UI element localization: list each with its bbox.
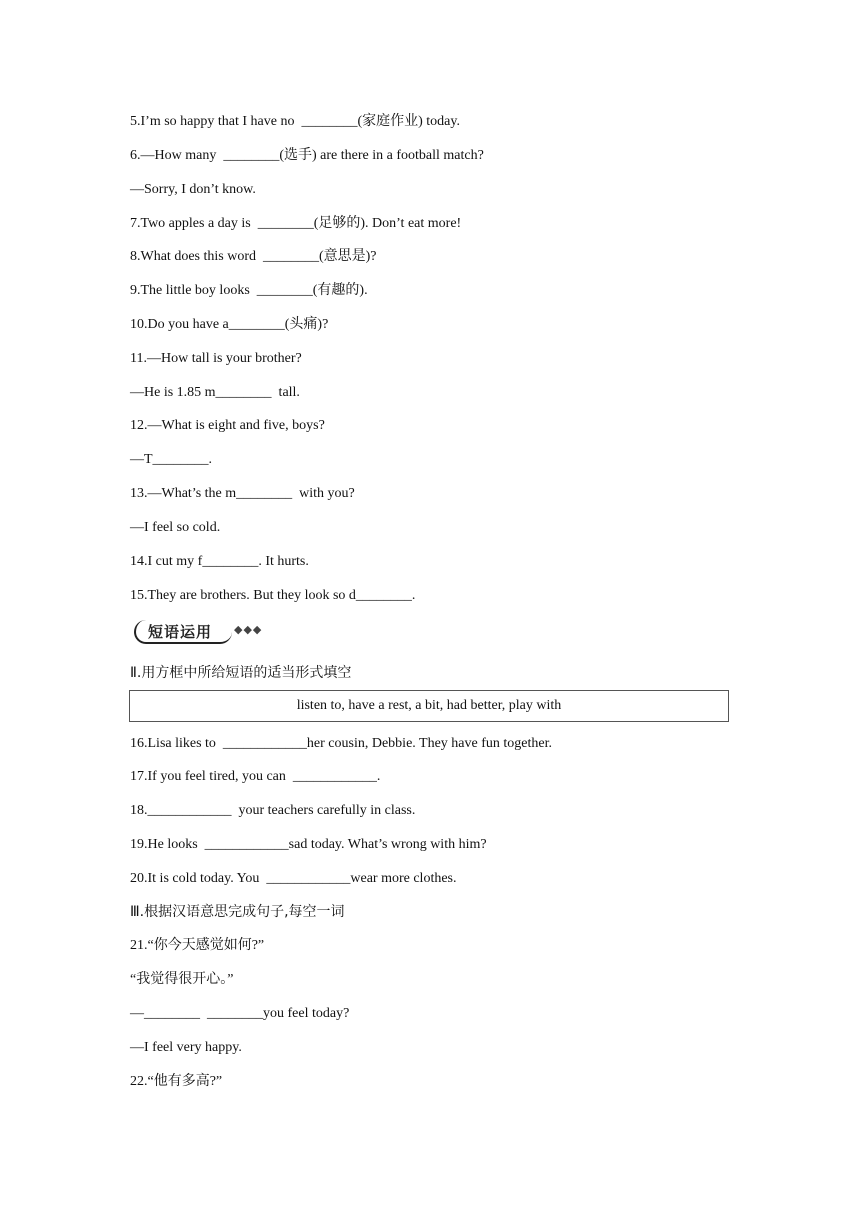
question-9: 9.The little boy looks ________(有趣的).	[130, 283, 368, 298]
question-21: 21.“你今天感觉如何?”	[130, 938, 265, 953]
question-12: 12.—What is eight and five, boys?	[130, 418, 325, 433]
fill-line: —________ ________you feel today?	[130, 1006, 350, 1021]
question-5: 5.I’m so happy that I have no ________(家庭作业) today.	[130, 114, 460, 129]
question-15: 15.They are brothers. But they look so d________.	[130, 588, 416, 603]
question-13: 13.—What’s the m________ with you?	[130, 486, 355, 501]
banner-title: 短语运用	[148, 623, 213, 641]
question-8: 8.What does this word ________(意思是)?	[130, 249, 377, 264]
question-14: 14.I cut my f________. It hurts.	[130, 554, 309, 569]
question-6: 6.—How many ________(选手) are there in a football match?	[130, 148, 484, 163]
answer-line: —He is 1.85 m________ tall.	[130, 385, 300, 400]
question-16: 16.Lisa likes to ____________her cousin, Debbie. They have fun together.	[130, 736, 552, 751]
question-19: 19.He looks ____________sad today. What’s wrong with him?	[130, 837, 487, 852]
section-2-heading: Ⅱ.用方框中所给短语的适当形式填空	[130, 665, 352, 681]
question-10: 10.Do you have a________(头痛)?	[130, 317, 329, 332]
answer-line: —Sorry, I don’t know.	[130, 182, 256, 197]
question-18: 18.____________ your teachers carefully in class.	[130, 803, 416, 818]
section-3-heading: Ⅲ.根据汉语意思完成句子,每空一词	[130, 904, 345, 920]
question-20: 20.It is cold today. You ____________wear more clothes.	[130, 871, 457, 886]
phrase-list: listen to, have a rest, a bit, had better, play with	[296, 698, 562, 713]
translation-line: “我觉得很开心。”	[130, 972, 234, 987]
answer-line: —I feel so cold.	[130, 520, 221, 535]
question-17: 17.If you feel tired, you can ____________.	[130, 769, 381, 784]
answer-line: —T________.	[130, 452, 213, 467]
question-22: 22.“他有多高?”	[130, 1074, 223, 1089]
question-11: 11.—How tall is your brother?	[130, 351, 302, 366]
question-7: 7.Two apples a day is ________(足够的). Don’t eat more!	[130, 216, 462, 231]
section-banner	[130, 618, 290, 644]
diamond-icons: ◆◆◆	[234, 623, 263, 636]
answer-line: —I feel very happy.	[130, 1040, 242, 1055]
phrase-box	[129, 690, 729, 722]
